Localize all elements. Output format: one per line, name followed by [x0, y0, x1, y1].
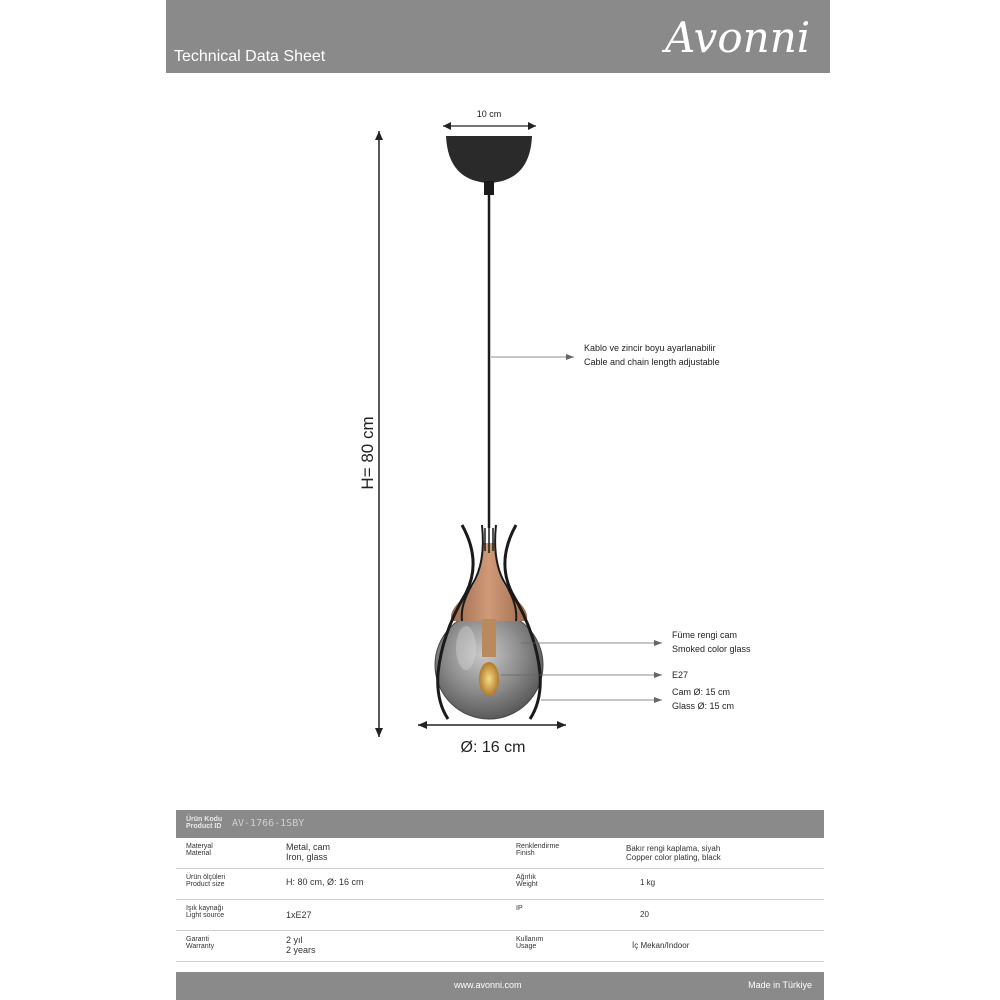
glass-diameter-label-tr: Cam Ø: 15 cm	[672, 687, 731, 697]
spec-key-tr: IP	[516, 905, 523, 912]
cable-annotation	[491, 343, 720, 367]
spec-value: 20	[640, 910, 649, 919]
spec-value: H: 80 cm, Ø: 16 cm	[286, 877, 364, 887]
diameter-dimension	[418, 721, 566, 756]
glass-color-label-tr: Füme rengi cam	[672, 630, 738, 640]
spec-row-warranty	[176, 931, 824, 962]
spec-value: İç Mekan/Indoor	[632, 941, 690, 950]
spec-key-en: Light source	[186, 912, 225, 919]
product-drawing	[166, 73, 830, 808]
page-title: Technical Data Sheet	[174, 48, 326, 65]
spec-value: Metal, cam	[286, 842, 331, 852]
spec-key-tr: Renklendirme	[516, 843, 560, 850]
cable-label-tr: Kablo ve zincir boyu ayarlanabilir	[584, 343, 716, 353]
height-label: H= 80 cm	[358, 416, 377, 490]
product-id-row	[176, 810, 824, 838]
spec-table	[176, 810, 824, 962]
footer-bar	[176, 972, 824, 1000]
glass-color-label-en: Smoked color glass	[672, 644, 751, 654]
lamp-shade	[435, 525, 543, 719]
footer-made-in: Made in Türkiye	[748, 980, 812, 990]
glass-diameter-label-en: Glass Ø: 15 cm	[672, 701, 735, 711]
spec-key-en: Usage	[516, 943, 537, 950]
product-id-value: AV-1766-1SBY	[232, 818, 305, 829]
canopy	[446, 136, 532, 183]
spec-key-en: Product size	[186, 881, 225, 888]
spec-value-en: Iron, glass	[286, 852, 328, 862]
canopy-stem	[484, 181, 494, 195]
spec-key-tr: Kullanım	[516, 936, 544, 943]
canopy-width-dimension	[443, 109, 536, 130]
height-dimension	[358, 131, 383, 737]
spec-row-size	[176, 869, 824, 900]
footer-website[interactable]: www.avonni.com	[454, 980, 522, 990]
header-bar	[166, 0, 830, 73]
spec-key-tr: Garanti	[186, 936, 209, 943]
spec-row-light-source	[176, 900, 824, 931]
product-id-label-en: Product ID	[186, 823, 222, 830]
spec-key-tr: Ağırlık	[516, 874, 536, 881]
spec-key-tr: Materyal	[186, 843, 213, 850]
spec-key-tr: Ürün ölçüleri	[186, 874, 226, 881]
diameter-label: Ø: 16 cm	[460, 739, 526, 756]
spec-value: 2 yıl	[286, 935, 303, 945]
glass-color-annotation	[521, 630, 751, 654]
spec-value: 1 kg	[640, 878, 656, 887]
spec-key-en: Warranty	[186, 943, 215, 950]
product-id-label-tr: Ürün Kodu	[186, 816, 223, 823]
bulb	[479, 662, 499, 696]
spec-value-en: Copper color plating, black	[626, 853, 721, 862]
spec-key-en: Finish	[516, 850, 535, 857]
glass-highlight	[456, 626, 476, 670]
spec-row-material	[176, 838, 824, 869]
glass-diameter-annotation	[541, 687, 734, 711]
spec-value: 1xE27	[286, 910, 312, 920]
socket-label: E27	[672, 670, 689, 680]
data-sheet	[166, 0, 830, 1000]
cable-label-en: Cable and chain length adjustable	[584, 357, 720, 367]
socket-holder	[482, 619, 496, 657]
spec-key-en: Weight	[516, 881, 538, 888]
spec-value-en: 2 years	[286, 945, 316, 955]
spec-key-en: Material	[186, 850, 211, 857]
spec-value: Bakır rengi kaplama, siyah	[626, 844, 721, 853]
canopy-width-label: 10 cm	[476, 109, 502, 119]
brand-logo	[661, 2, 826, 68]
spec-key-tr: Işık kaynağı	[186, 905, 224, 912]
brand-name: Avonni	[665, 13, 811, 62]
